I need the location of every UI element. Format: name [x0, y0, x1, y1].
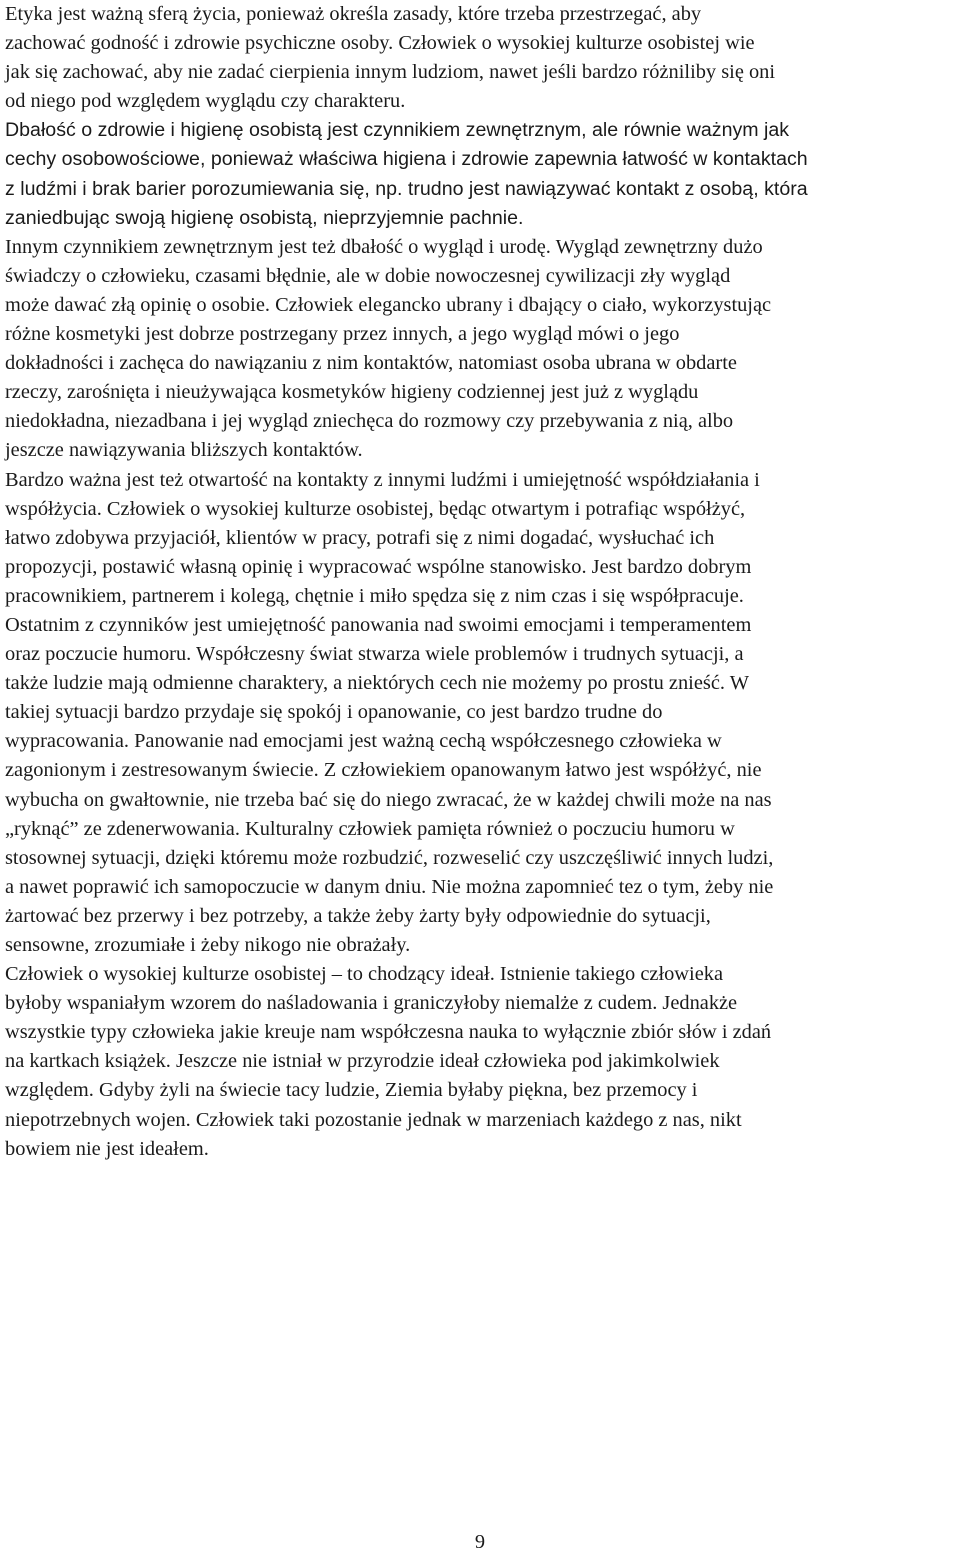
text-line: od niego pod względem wyglądu czy charakteru. — [5, 90, 406, 113]
text-line: łatwo zdobywa przyjaciół, klientów w pracy, potrafi się z nimi dogadać, wysłuchać ich — [5, 526, 715, 549]
text-line: oraz poczucie humoru. Współczesny świat stwarza wiele problemów i trudnych sytuacji, a — [5, 643, 744, 666]
text-line: wypracowania. Panowanie nad emocjami jest ważną cechą współczesnego człowieka w — [5, 730, 722, 753]
text-line: różne kosmetyki jest dobrze postrzegany przez innych, a jego wygląd mówi o jego — [5, 323, 680, 346]
text-line: bowiem nie jest ideałem. — [5, 1137, 209, 1160]
text-line: rzeczy, zarośnięta i nieużywająca kosmetyków higieny codziennej jest już z wyglądu — [5, 381, 699, 404]
text-line: współżycia. Człowiek o wysokiej kulturze osobistej, będąc otwartym i potrafiąc współżyć, — [5, 497, 746, 520]
text-line: Innym czynnikiem zewnętrznym jest też dbałość o wygląd i urodę. Wygląd zewnętrzny dużo — [5, 235, 763, 258]
text-line: cechy osobowościowe, ponieważ właściwa higiena i zdrowie zapewnia łatwość w kontaktach — [5, 148, 808, 171]
document-body — [5, 0, 957, 1164]
text-line: „ryknąć” ze zdenerwowania. Kulturalny człowiek pamięta również o poczuciu humoru w — [5, 817, 735, 840]
text-line: Etyka jest ważną sferą życia, ponieważ określa zasady, które trzeba przestrzegać, aby — [5, 3, 702, 25]
text-line: stosownej sytuacji, dzięki któremu może rozbudzić, rozweselić czy uszczęśliwić innych ludzi, — [5, 846, 774, 869]
text-line: jeszcze nawiązywania bliższych kontaktów. — [5, 439, 363, 462]
text-line: propozycji, postawić własną opinię i wypracować wspólne stanowisko. Jest bardzo dobrym — [5, 555, 752, 578]
text-line: świadczy o człowieku, czasami błędnie, ale w dobie nowoczesnej cywilizacji zły wygląd — [5, 264, 731, 287]
text-line: wybucha on gwałtownie, nie trzeba bać się do niego zwracać, że w każdej chwili może na nas — [5, 788, 772, 811]
paragraph-ideal — [5, 960, 957, 1164]
text-line: sensowne, zrozumiałe i żeby nikogo nie obrażały. — [5, 934, 411, 956]
paragraph-ethics — [5, 0, 957, 116]
text-line: jak się zachować, aby nie zadać cierpienia innym ludziom, nawet jeśli bardzo różniliby się oni — [5, 61, 776, 84]
page-number: 9 — [474, 1531, 486, 1553]
text-line: żartować bez przerwy i bez potrzeby, a także żeby żarty były odpowiednie do sytuacji, — [5, 904, 711, 927]
paragraph-appearance — [5, 233, 957, 466]
text-line: może dawać złą opinię o osobie. Człowiek elegancko ubrany i dbający o ciało, wykorzystując — [5, 293, 772, 316]
paragraph-hygiene — [5, 116, 957, 232]
text-line: Bardzo ważna jest też otwartość na kontakty z innymi ludźmi i umiejętność współdziałania i — [5, 468, 760, 491]
text-line: zaniedbując swoją higienę osobistą, nieprzyjemnie pachnie. — [5, 206, 524, 229]
text-line: względem. Gdyby żyli na świecie tacy ludzie, Ziemia byłaby piękna, bez przemocy i — [5, 1079, 698, 1102]
text-line: byłoby wspaniałym wzorem do naśladowania i graniczyłoby niemalże z cudem. Jednakże — [5, 992, 738, 1015]
text-line: zagonionym i zestresowanym świecie. Z człowiekiem opanowanym łatwo jest współżyć, nie — [5, 759, 762, 782]
text-line: niepotrzebnych wojen. Człowiek taki pozostanie jednak w marzeniach każdego z nas, nikt — [5, 1108, 742, 1131]
text-line: wszystkie typy człowieka jakie kreuje nam współczesna nauka to wyłącznie zbiór słów i zdań — [5, 1021, 772, 1044]
text-line: Dbałość o zdrowie i higienę osobistą jest czynnikiem zewnętrznym, ale równie ważnym jak — [5, 119, 790, 142]
text-line: Ostatnim z czynników jest umiejętność panowania nad swoimi emocjami i temperamentem — [5, 613, 752, 636]
text-line: z ludźmi i brak barier porozumiewania się, np. trudno jest nawiązywać kontakt z osobą, która — [5, 177, 808, 200]
paragraph-openness — [5, 466, 957, 961]
text-line: Człowiek o wysokiej kulturze osobistej – to chodzący ideał. Istnienie takiego człowieka — [5, 963, 723, 986]
text-line: na kartkach książek. Jeszcze nie istniał w przyrodzie ideał człowieka pod jakimkolwiek — [5, 1050, 720, 1073]
text-line: pracownikiem, partnerem i kolegą, chętnie i miło spędza się z nim czas i się współpracuje. — [5, 584, 744, 607]
text-line: niedokładna, niezadbana i jej wygląd zniechęca do rozmowy czy przebywania z nią, albo — [5, 410, 734, 433]
text-line: zachować godność i zdrowie psychiczne osoby. Człowiek o wysokiej kulturze osobistej wie — [5, 32, 755, 55]
text-line: dokładności i zachęca do nawiązaniu z nim kontaktów, natomiast osoba ubrana w obdarte — [5, 352, 737, 375]
text-line: także ludzie mają odmienne charaktery, a niektórych cech nie możemy po prostu znieść. W — [5, 672, 749, 695]
text-line: a nawet poprawić ich samopoczucie w danym dniu. Nie można zapomnieć tez o tym, żeby nie — [5, 875, 774, 898]
text-line: takiej sytuacji bardzo przydaje się spokój i opanowanie, co jest bardzo trudne do — [5, 701, 663, 724]
